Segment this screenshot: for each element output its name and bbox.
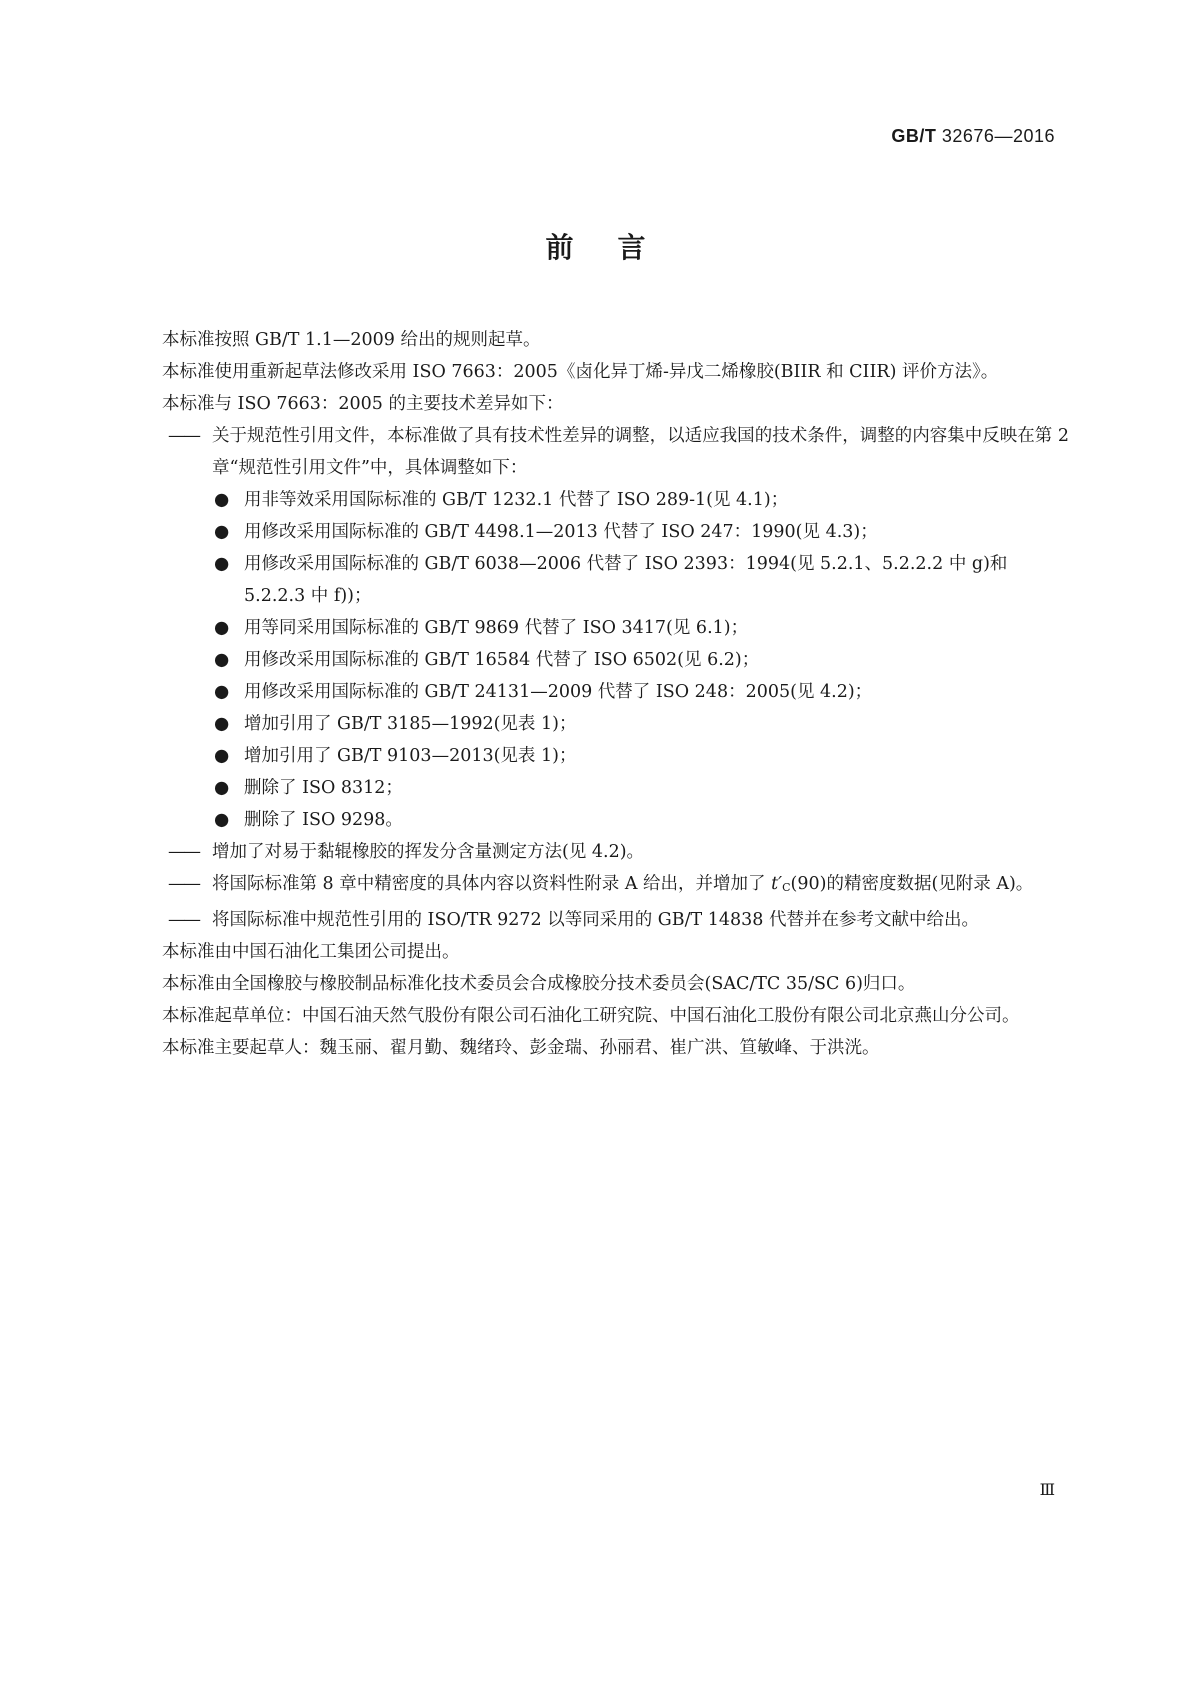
bullet-text: 用非等效采用国际标准的 GB/T 1232.1 代替了 ISO 289-1(见 4.1)； <box>244 490 789 510</box>
dash-mark: —— <box>168 910 199 930</box>
bullet-text: 用等同采用国际标准的 GB/T 9869 代替了 ISO 3417(见 6.1)； <box>244 618 749 638</box>
bullet-item <box>127 644 1069 676</box>
bullet-item <box>127 612 1069 644</box>
bullet-icon: ● <box>214 746 230 766</box>
bullet-text: 删除了 ISO 9298。 <box>244 810 403 830</box>
paragraph-drafting-units: 本标准起草单位：中国石油天然气股份有限公司石油化工研究院、中国石油化工股份有限公司北京燕山分公司。 <box>162 1006 1020 1026</box>
bullet-item <box>127 740 1069 772</box>
page-title: 前言 <box>545 231 690 264</box>
bullet-item <box>127 708 1069 740</box>
standard-code: 32676—2016 <box>941 126 1055 146</box>
t-prime-symbol: t′ <box>771 874 783 894</box>
dash-item-text-continued: (90)的精密度数据(见附录 A)。 <box>790 874 1034 894</box>
paragraph-committee: 本标准由全国橡胶与橡胶制品标准化技术委员会合成橡胶分技术委员会(SAC/TC 35/SC 6)归口。 <box>162 974 916 994</box>
page-number: Ⅲ <box>1039 1480 1055 1499</box>
bullet-icon: ● <box>214 490 230 510</box>
standard-prefix: GB/T <box>891 126 937 146</box>
bullet-icon: ● <box>214 554 230 574</box>
dash-item-normative-references <box>127 420 1069 484</box>
bullet-icon: ● <box>214 522 230 542</box>
dash-item-text: 增加了对易于黏辊橡胶的挥发分含量测定方法(见 4.2)。 <box>212 842 645 862</box>
bullet-item <box>127 772 1069 804</box>
paragraph-proposer: 本标准由中国石油化工集团公司提出。 <box>162 942 460 962</box>
bullet-text: 增加引用了 GB/T 3185—1992(见表 1)； <box>244 714 577 734</box>
dash-mark: —— <box>168 426 199 446</box>
bullet-item <box>127 484 1069 516</box>
bullet-text: 用修改采用国际标准的 GB/T 6038—2006 代替了 ISO 2393：1994(见 5.2.1、5.2.2.2 中 g)和 5.2.2.3 中 f))； <box>244 554 1008 606</box>
dash-mark: —— <box>168 874 199 894</box>
bullet-item <box>127 676 1069 708</box>
bullet-icon: ● <box>214 778 230 798</box>
paragraph-adoption: 本标准使用重新起草法修改采用 ISO 7663：2005《卤化异丁烯-异戊二烯橡胶(BIIR 和 CIIR) 评价方法》。 <box>162 362 999 382</box>
bullet-icon: ● <box>214 682 230 702</box>
paragraph-drafters: 本标准主要起草人：魏玉丽、翟月勤、魏绪玲、彭金瑞、孙丽君、崔广洪、笪敏峰、于洪洸。 <box>162 1038 880 1058</box>
dash-item-text: 将国际标准中规范性引用的 ISO/TR 9272 以等同采用的 GB/T 14838 代替并在参考文献中给出。 <box>212 910 979 930</box>
bullet-item <box>127 548 1069 612</box>
bullet-text: 删除了 ISO 8312； <box>244 778 403 798</box>
foreword-body <box>127 324 1069 1064</box>
bullet-text: 用修改采用国际标准的 GB/T 4498.1—2013 代替了 ISO 247：1990(见 4.3)； <box>244 522 878 542</box>
bullet-icon: ● <box>214 810 230 830</box>
t-prime-subscript: C <box>782 881 791 894</box>
paragraph-drafting-rules: 本标准按照 GB/T 1.1—2009 给出的规则起草。 <box>162 330 541 350</box>
paragraph-differences-intro: 本标准与 ISO 7663：2005 的主要技术差异如下： <box>162 394 564 414</box>
dash-item-bibliography <box>127 904 1069 936</box>
standard-number <box>891 126 1055 147</box>
bullet-text: 增加引用了 GB/T 9103—2013(见表 1)； <box>244 746 577 766</box>
bullet-icon: ● <box>214 618 230 638</box>
bullet-item <box>127 516 1069 548</box>
dash-item-text: 关于规范性引用文件，本标准做了具有技术性差异的调整，以适应我国的技术条件，调整的内容集中反映在第 2 章“规范性引用文件”中，具体调整如下： <box>212 426 1069 478</box>
dash-item-volatile-matter <box>127 836 1069 868</box>
dash-item-text: 将国际标准第 8 章中精密度的具体内容以资料性附录 A 给出，并增加了 <box>212 874 772 894</box>
bullet-icon: ● <box>214 714 230 734</box>
bullet-icon: ● <box>214 650 230 670</box>
dash-item-precision <box>127 868 1069 904</box>
bullet-item <box>127 804 1069 836</box>
dash-mark: —— <box>168 842 199 862</box>
bullet-text: 用修改采用国际标准的 GB/T 24131—2009 代替了 ISO 248：2005(见 4.2)； <box>244 682 873 702</box>
bullet-text: 用修改采用国际标准的 GB/T 16584 代替了 ISO 6502(见 6.2)； <box>244 650 760 670</box>
